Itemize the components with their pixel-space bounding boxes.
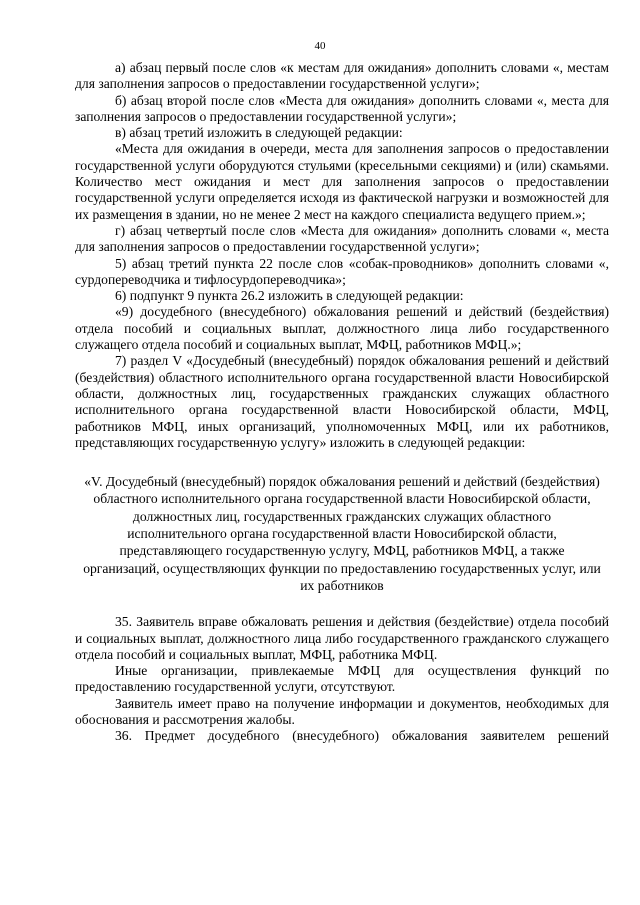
- paragraph-other-organizations: Иные организации, привлекаемые МФЦ для осуществления функций по предоставлению государственной услуги, отсутствуют.: [75, 663, 609, 695]
- paragraph-a: а) абзац первый после слов «к местам для ожидания» дополнить словами «, местам для заполнения запросов о предоставлении государственной услуги»;: [75, 60, 609, 92]
- paragraph-right-to-information: Заявитель имеет право на получение информации и документов, необходимых для обоснования и рассмотрения жалобы.: [75, 695, 609, 727]
- page-number: 40: [314, 40, 326, 52]
- paragraph-quote-waiting-places: «Места для ожидания в очереди, места для заполнения запросов о предоставлении государственной услуги оборудуются стульями (кресельными секциями) и (или) скамьями. Количество мест ожидания и мест для заполнения запросов о предоставлении государственной услуги определяется исходя из фактической нагрузки и возможностей для их размещения в здании, но не менее 2 мест на каждого специалиста ведущего прием.»;: [75, 141, 609, 222]
- paragraph-item-6: 6) подпункт 9 пункта 26.2 изложить в следующей редакции:: [115, 288, 464, 304]
- paragraph-36: 36. Предмет досудебного (внесудебного) обжалования заявителем решений: [115, 728, 609, 744]
- paragraph-g: г) абзац четвертый после слов «Места для ожидания» дополнить словами «, места для заполнения запросов о предоставлении государственной услуги»;: [75, 222, 609, 255]
- paragraph-item-5: 5) абзац третий пункта 22 после слов «собак-проводников» дополнить словами «, сурдопереводчика и тифлосурдопереводчика»;: [75, 255, 609, 287]
- paragraph-item-7: 7) раздел V «Досудебный (внесудебный) порядок обжалования решений и действий (бездействия) областного исполнительного органа государственной власти Новосибирской области, должностных лиц, государственных гражданских служащих областного исполнительного органа государственной власти Новосибирской области, МФЦ, работников МФЦ, иных организаций, уполномоченных МФЦ, или их работников, представляющих государственную услугу» изложить в следующей редакции:: [75, 353, 609, 450]
- paragraph-v: в) абзац третий изложить в следующей редакции:: [115, 125, 403, 141]
- paragraph-b: б) абзац второй после слов «Места для ожидания» дополнить словами «, места для заполнения запросов о предоставлении государственной услуги»;: [75, 92, 609, 124]
- section-v-heading: «V. Досудебный (внесудебный) порядок обжалования решений и действий (бездействия) областного исполнительного органа государственной власти Новосибирской области, должностных лиц, государственных гражданских служащих областного исполнительного органа государственной власти Новосибирской области, представляющего государственную услугу, МФЦ, работников МФЦ, а также организаций, осуществляющих функции по предоставлению государственных услуг, или их работников: [83, 474, 601, 593]
- paragraph-subitem-9: «9) досудебного (внесудебного) обжалования решений и действий (бездействия) отдела пособий и социальных выплат, должностного лица либо государственного служащего отдела пособий и социальных выплат, МФЦ, работников МФЦ.»;: [75, 304, 609, 353]
- document-body: [75, 60, 609, 745]
- paragraph-35: 35. Заявитель вправе обжаловать решения и действия (бездействие) отдела пособий и социальных выплат, должностного лица либо государственного гражданского служащего отдела пособий и социальных выплат, МФЦ, работника МФЦ.: [75, 614, 609, 662]
